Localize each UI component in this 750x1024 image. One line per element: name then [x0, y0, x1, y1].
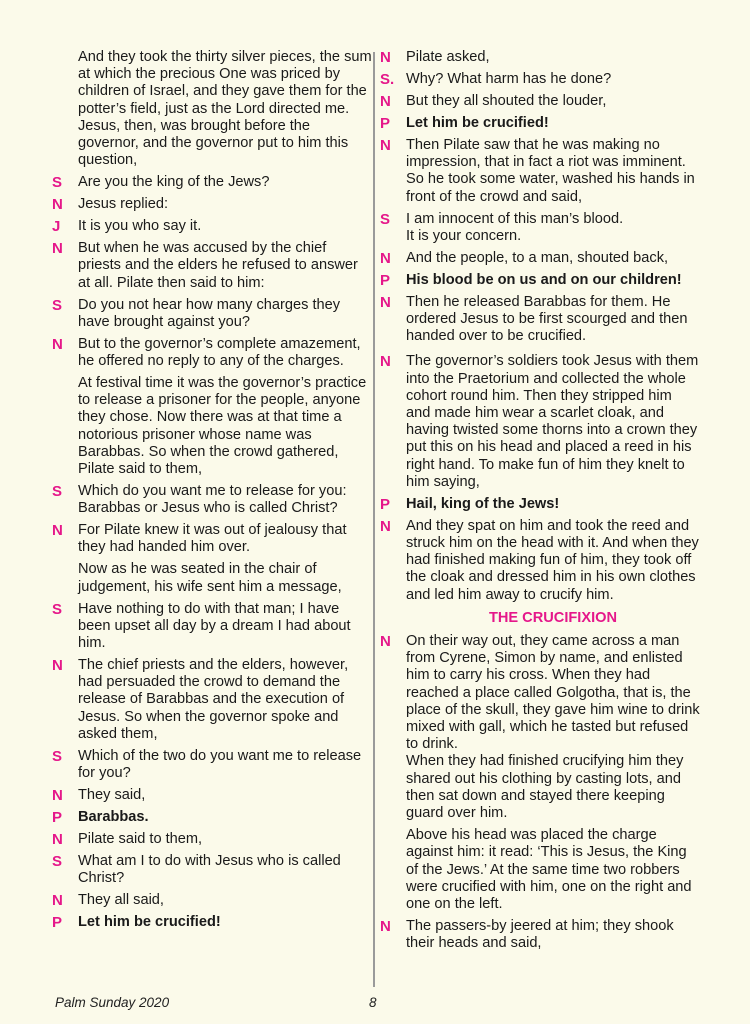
speaker-label: N: [52, 522, 63, 540]
script-line: [380, 272, 700, 289]
line-text: Jesus replied:: [78, 196, 169, 213]
line-text: Which do you want me to release for you: Barabbas or Jesus who is called Christ?: [78, 483, 347, 517]
script-line: [52, 336, 372, 370]
speaker-label: S: [380, 210, 391, 228]
line-text: The passers-by jeered at him; they shook their heads and said,: [406, 917, 674, 952]
line-text: They said,: [78, 787, 146, 804]
speaker-label: S.: [380, 71, 395, 88]
speaker-label: N: [52, 196, 63, 214]
right-column-bottom: [380, 633, 700, 952]
script-line: [380, 250, 700, 267]
speaker-label: P: [380, 495, 391, 513]
script-line: [380, 633, 700, 822]
speaker-label: S: [52, 747, 63, 765]
line-text: Do you not hear how many charges they have brought against you?: [78, 296, 341, 330]
speaker-label: P: [380, 115, 391, 132]
line-text: Pilate said to them,: [78, 831, 203, 848]
speaker-label: S: [52, 296, 63, 314]
script-line: [380, 137, 700, 206]
speaker-label: N: [380, 137, 391, 154]
script-line: [380, 71, 700, 88]
line-text: For Pilate knew it was out of jealousy that they had handed him over.: [78, 522, 347, 556]
speaker-label: N: [380, 249, 391, 267]
script-line: [52, 809, 372, 826]
speaker-label: N: [380, 917, 391, 935]
script-line: [52, 657, 372, 743]
line-text: And they took the thirty silver pieces, the sum at which the precious One was priced by children of Israel, and they gave them for the potter’s field, just as the Lord directed me. Jesus, then, was brought before the governor, and the governor put to him this question,: [78, 49, 372, 169]
line-text: What am I to do with Jesus who is called Christ?: [78, 853, 341, 887]
script-line: [52, 483, 372, 517]
line-text: Have nothing to do with that man; I have been upset all day by a dream I had about him.: [78, 600, 351, 652]
speaker-label: [380, 827, 406, 913]
script-line: [380, 115, 700, 132]
speaker-label: N: [52, 892, 63, 910]
speaker-label: N: [52, 831, 63, 849]
line-text: Then Pilate saw that he was making no impression, that in fact a riot was imminent. So he took some water, washed his hands in front of the crowd and said,: [406, 137, 695, 205]
line-text: But they all shouted the louder,: [406, 93, 607, 109]
speaker-label: S: [52, 600, 63, 618]
speaker-label: P: [380, 271, 391, 289]
speaker-label: S: [52, 174, 63, 192]
script-line: [380, 294, 700, 346]
script-line: [52, 218, 372, 235]
speaker-label: S: [52, 853, 63, 871]
script-line: [52, 831, 372, 848]
script-line: [52, 892, 372, 909]
speaker-label: J: [52, 218, 61, 236]
line-text: Are you the king of the Jews?: [78, 174, 270, 191]
speaker-label: P: [52, 914, 63, 932]
script-line: [52, 174, 372, 191]
line-text: They all said,: [78, 892, 164, 909]
script-line: [380, 93, 700, 110]
line-text: Barabbas.: [78, 809, 149, 826]
script-line: [52, 601, 372, 653]
speaker-label: N: [52, 657, 63, 675]
script-line: [52, 375, 372, 478]
line-text: Why? What harm has he done?: [406, 71, 612, 87]
script-line: [52, 914, 372, 931]
script-line: [380, 918, 700, 952]
left-column: [52, 49, 372, 936]
speaker-label: P: [52, 809, 63, 827]
line-text: On their way out, they came across a man from Cyrene, Simon by name, and enlisted him to carry his cross. When they had reached a place called Golgotha, that is, the place of the skull, they gave him wine to drink mixed with gall, which he tasted but refused to drink. When they had finished crucifying him they shared out his clothing by casting lots, and then sat down and stayed there keeping guard over him.: [406, 633, 700, 822]
section-heading: THE CRUCIFIXION: [488, 609, 618, 626]
script-line: [380, 518, 700, 604]
line-text: At festival time it was the governor’s practice to release a prisoner for the people, anyone they chose. Now there was at that time a notorious prisoner whose name was Barabbas. So when the crowd gathered, Pilate said to them,: [78, 375, 367, 478]
script-line: [52, 787, 372, 804]
speaker-label: N: [380, 633, 391, 651]
line-text: Pilate asked,: [406, 49, 490, 65]
line-text: Now as he was seated in the chair of judgement, his wife sent him a message,: [78, 561, 342, 595]
script-line: [52, 196, 372, 213]
speaker-label: N: [380, 49, 391, 66]
script-line: [380, 49, 700, 66]
line-text: I am innocent of this man’s blood. It is your concern.: [406, 210, 624, 244]
script-line: [52, 240, 372, 292]
line-text: But when he was accused by the chief priests and the elders he refused to answer at all. Pilate then said to him:: [78, 240, 358, 291]
speaker-label: N: [52, 787, 63, 805]
speaker-label: [52, 49, 78, 169]
speaker-label: [52, 561, 78, 595]
line-text: Then he released Barabbas for them. He ordered Jesus to be first scourged and then handed over to be crucified.: [406, 293, 688, 345]
line-text: Let him be crucified!: [406, 115, 549, 131]
script-line: [52, 853, 372, 887]
speaker-label: N: [52, 240, 63, 258]
line-text: And the people, to a man, shouted back,: [406, 249, 669, 266]
line-text: His blood be on us and on our children!: [406, 271, 682, 288]
right-column-top: [380, 49, 700, 604]
page-number: 8: [369, 995, 377, 1010]
line-text: And they spat on him and took the reed and struck him on the head with it. And when they had finished making fun of him, they took off the cloak and dressed him in his own clothes and led him away to crucify him.: [406, 517, 699, 603]
line-text: It is you who say it.: [78, 218, 202, 235]
speaker-label: S: [52, 483, 63, 501]
script-line: [380, 353, 700, 491]
speaker-label: N: [380, 517, 391, 535]
line-text: Which of the two do you want me to release for you?: [78, 747, 362, 782]
footer-title: Palm Sunday 2020: [55, 995, 170, 1010]
speaker-label: N: [52, 335, 63, 353]
script-line: [52, 748, 372, 782]
script-line: [380, 496, 700, 513]
column-divider: [373, 52, 375, 987]
line-text: Let him be crucified!: [78, 914, 221, 931]
line-text: The governor’s soldiers took Jesus with them into the Praetorium and collected the whole cohort round him. Then they stripped him and made him wear a scarlet cloak, and having twisted some thorns into a crown they put this on his head and placed a reed in his right hand. To make fun of him they knelt to him saying,: [406, 353, 699, 490]
speaker-label: N: [380, 293, 391, 311]
script-line: [52, 49, 372, 169]
line-text: Above his head was placed the charge against him: it read: ‘This is Jesus, the King of the Jews.’ At the same time two robbers were crucified with him, one on the right and one on the left.: [406, 827, 692, 912]
speaker-label: [52, 375, 78, 478]
script-line: [380, 827, 700, 913]
speaker-label: N: [380, 93, 391, 110]
line-text: The chief priests and the elders, however, had persuaded the crowd to demand the release of Barabbas and the execution of Jesus. So when the governor spoke and asked them,: [78, 657, 349, 742]
right-column: [380, 49, 700, 957]
script-line: [380, 211, 700, 245]
line-text: But to the governor’s complete amazement, he offered no reply to any of the charges.: [78, 335, 361, 370]
speaker-label: N: [380, 353, 391, 371]
script-line: [52, 522, 372, 556]
script-line: [52, 561, 372, 595]
script-line: [52, 297, 372, 331]
line-text: Hail, king of the Jews!: [406, 495, 560, 512]
